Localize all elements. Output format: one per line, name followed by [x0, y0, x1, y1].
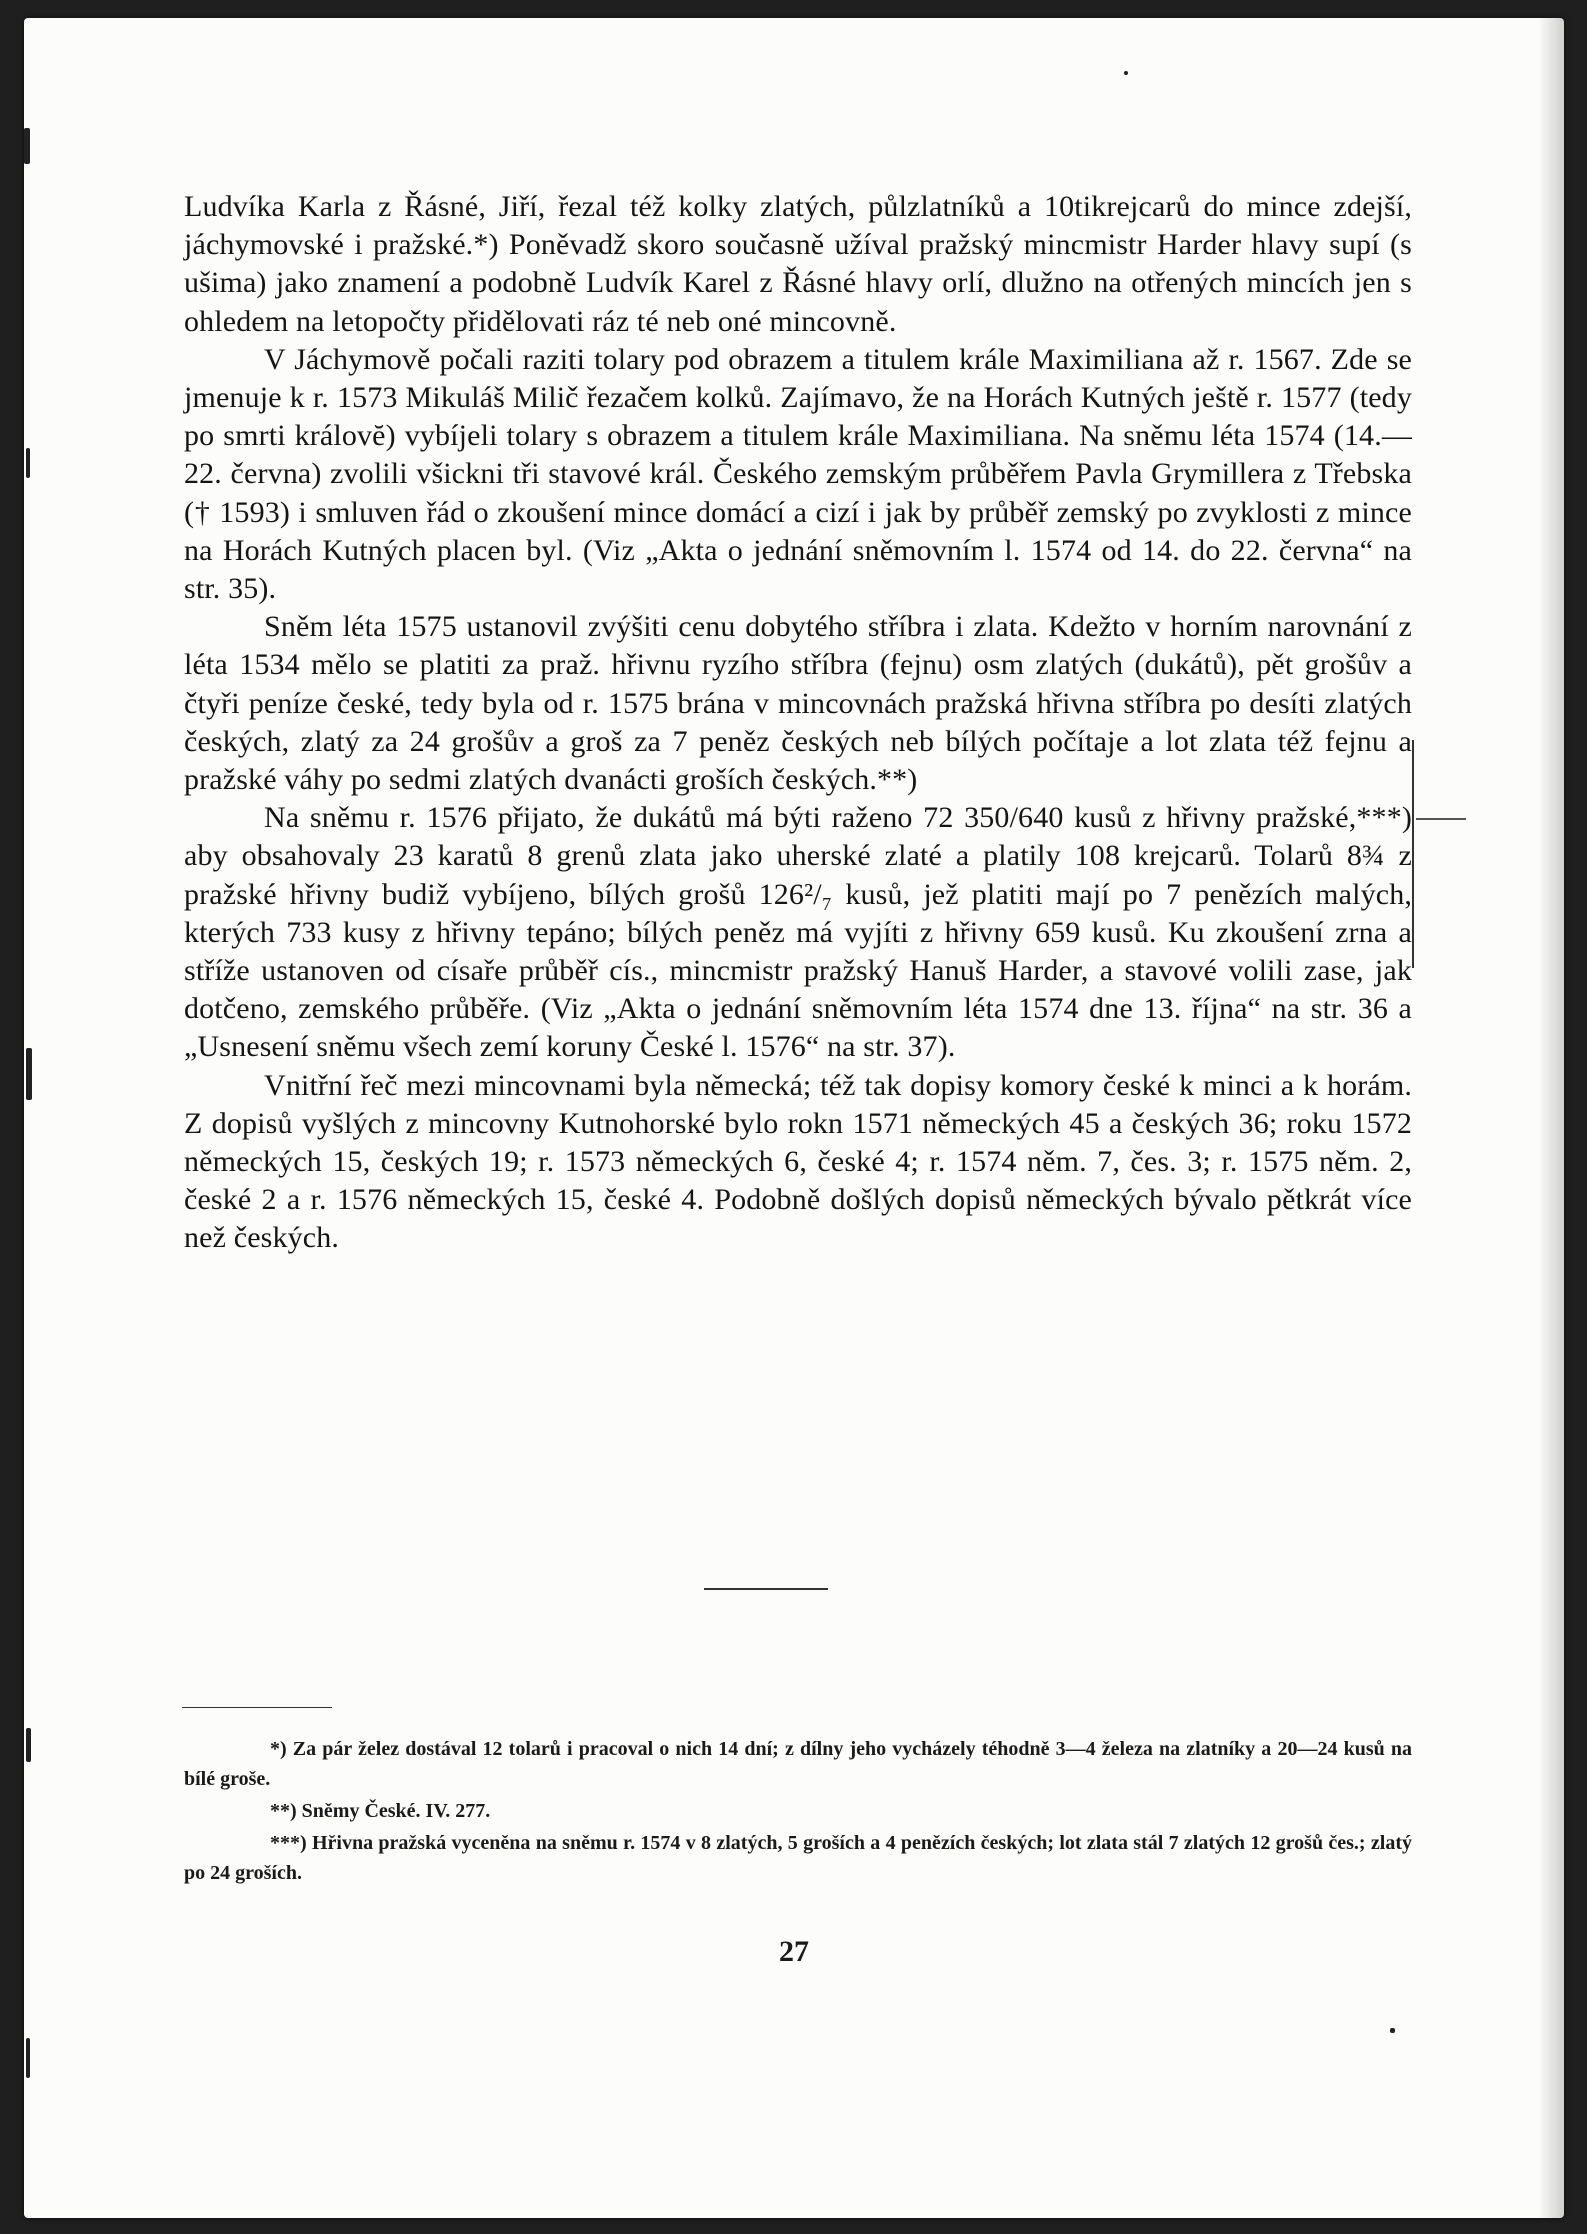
scan-speck — [26, 448, 30, 478]
page-number: 27 — [779, 1935, 809, 1968]
margin-bracket — [1412, 740, 1428, 968]
main-text — [184, 188, 1412, 1258]
document-page — [24, 18, 1564, 2218]
section-divider — [704, 1588, 828, 1590]
scan-speck — [26, 1048, 32, 1100]
footnote-rule — [182, 1707, 332, 1708]
paragraph: Vnitřní řeč mezi mincovnami byla německá; též tak dopisy komory české k minci a k horám. Z dopisů vyšlých z mincovny Kutnohorské bylo rokn 1571 německých 45 a českých 36; roku 1572 německých 15, českých 19; r. 1573 německých 6, české 4; r. 1574 něm. 7, čes. 3; r. 1575 něm. 2, české 2 a r. 1576 německých 15, české 4. Podobně došlých dopisů německých bývalo pětkrát více než českých. — [184, 1068, 1412, 1255]
paragraph: Na sněmu r. 1576 přijato, že dukátů má býti raženo 72 350/640 kusů z hřivny pražské,***) aby obsahovaly 23 karatů 8 grenů zlata jako uherské zlaté a platily 108 krejcarů. Tolarů 8¾ z pražské hřivny budiž vybíjeno, bílých grošů 126²/₇ kusů, jež platiti mají po 7 penězích malých, kterých 733 kusy z hřivny tepáno; bílých peněz má vyjíti z hřivny 659 kusů. Ku zkoušení zrna a stříže ustanoven od císaře průběř cís., mincmistr pražský Hanuš Harder, a stavové volili zase, jak dotčeno, zemského průběře. (Viz „Akta o jednání sněmovním léta 1574 dne 13. října“ na str. 36 a „Usnesení sněmu všech zemí koruny České l. 1576“ na str. 37). — [184, 801, 1412, 1064]
paragraph: Ludvíka Karla z Řásné, Jiří, řezal též kolky zlatých, půlzlatníků a 10tikrejcarů do mince zdejší, jáchymovské i pražské.*) Poněvadž skoro současně užíval pražský mincmistr Harder hlavy supí (s ušima) jako znamení a podobně Ludvík Karel z Řásné hlavy orlí, dlužno na otřených mincích jen s ohledem na letopočty přidělovati ráz té neb oné mincovně. — [184, 190, 1412, 338]
margin-mark — [1416, 818, 1466, 820]
footnote: ***) Hřivna pražská vyceněna na sněmu r. 1574 v 8 zlatých, 5 groších a 4 penězích českých; lot zlata stál 7 zlatých 12 grošů čes.; zlatý po 24 groších. — [184, 1832, 1412, 1884]
paragraph: Sněm léta 1575 ustanovil zvýšiti cenu dobytého stříbra i zlata. Kdežto v horním narovnání z léta 1534 mělo se platiti za praž. hřivnu ryzího stříbra (fejnu) osm zlatých (dukátů), pět grošův a čtyři peníze české, tedy byla od r. 1575 brána v mincovnách pražská hřivna stříbra po desíti zlatých českých, zlatý za 24 grošův a groš za 7 peněz českých neb bílých počítaje a lot zlata též fejnu a pražské váhy po sedmi zlatých dvanácti groších českých.**) — [184, 610, 1412, 797]
scan-speck — [1390, 2028, 1395, 2033]
footnote: *) Za pár želez dostával 12 tolarů i pracoval o nich 14 dní; z dílny jeho vycházely téhodně 3—4 železa na zlatníky a 20—24 kusů na bílé groše. — [184, 1738, 1412, 1790]
footnote: **) Sněmy České. IV. 277. — [270, 1800, 491, 1822]
scan-speck — [26, 2038, 30, 2078]
paragraph: V Jáchymově počali raziti tolary pod obrazem a titulem krále Maximiliana až r. 1567. Zde se jmenuje k r. 1573 Mikuláš Milič řezačem kolků. Zajímavo, že na Horách Kutných ještě r. 1577 (tedy po smrti královĕ) vybíjeli tolary s obrazem a titulem krále Maximiliana. Na sněmu léta 1574 (14.—22. června) zvolili všickni tři stavové král. Českého zemským průběřem Pavla Grymillera z Třebska († 1593) i smluven řád o zkoušení mince domácí a cizí i jak by průběř zemský po zvyklosti z mince na Horách Kutných placen byl. (Viz „Akta o jednání sněmovním l. 1574 od 14. do 22. června“ na str. 35). — [184, 342, 1412, 606]
scan-speck — [1124, 71, 1128, 75]
footnotes — [184, 1734, 1412, 1890]
scan-speck — [26, 1728, 31, 1762]
scan-speck — [24, 128, 30, 164]
